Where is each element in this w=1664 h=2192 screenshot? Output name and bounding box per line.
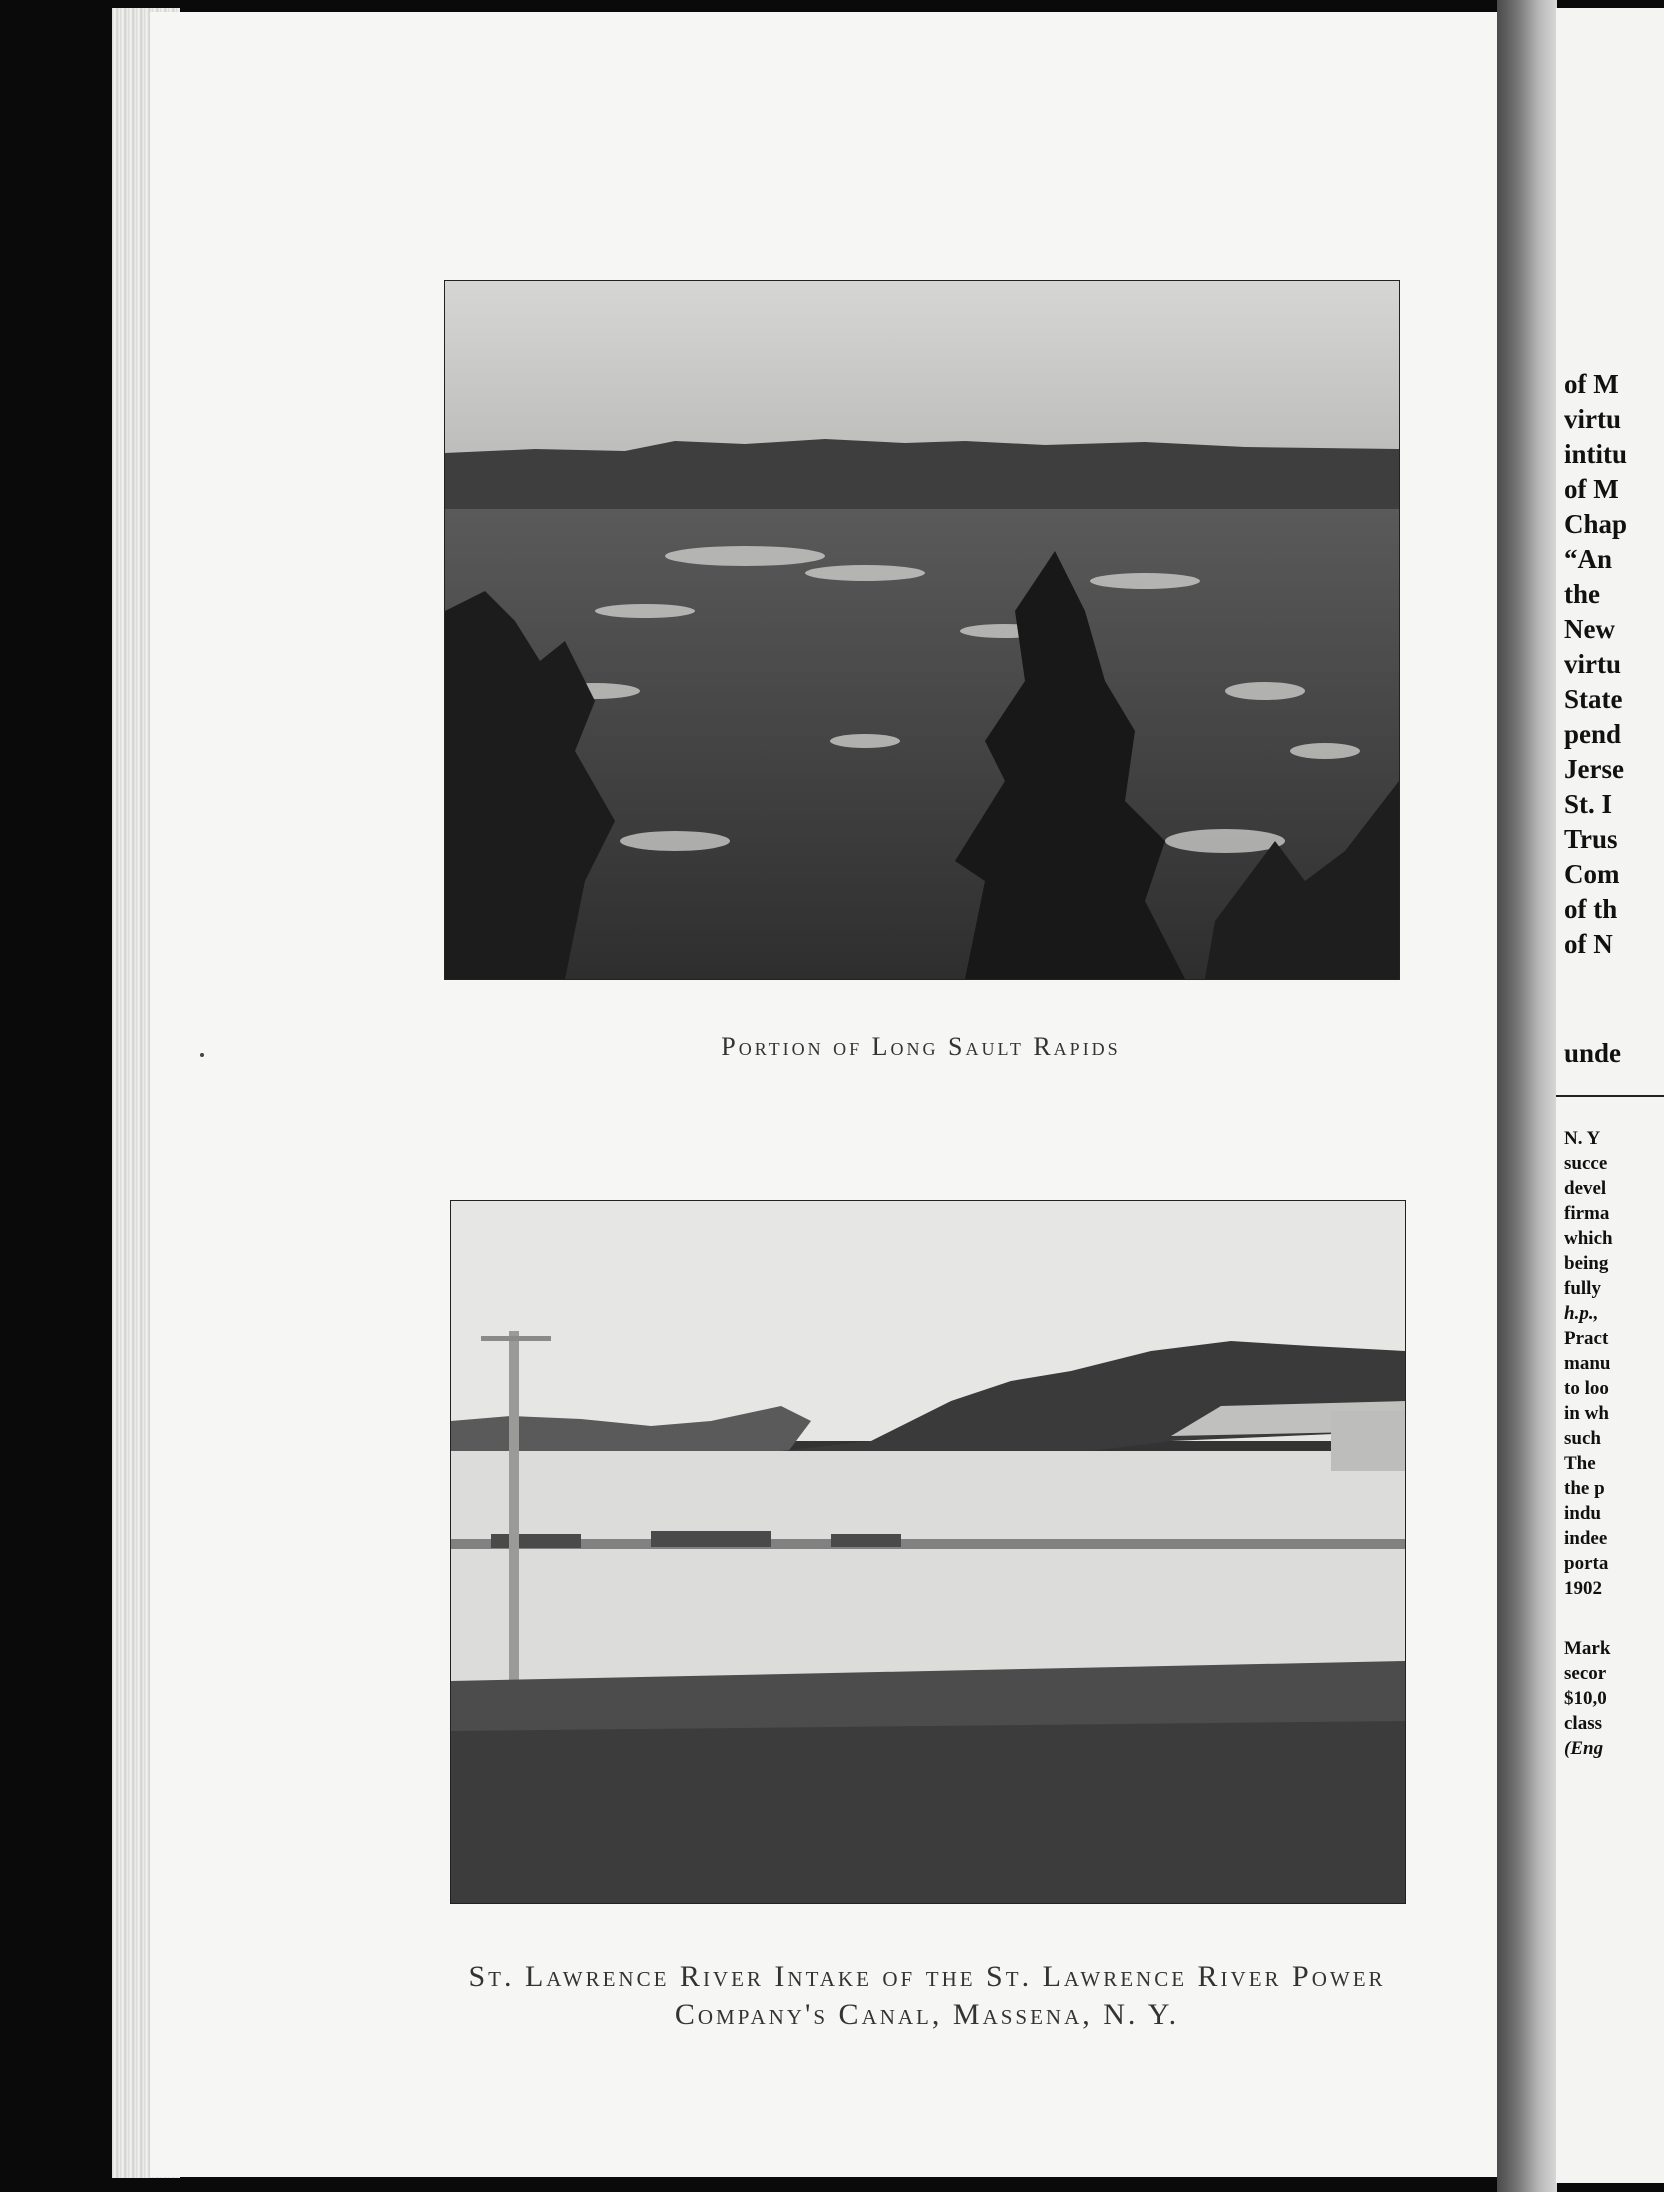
footnote-fragment: fully xyxy=(1564,1278,1601,1299)
footnote-fragment: class xyxy=(1564,1713,1602,1734)
right-page xyxy=(1556,8,1664,2183)
footnote-fragment: manu xyxy=(1564,1353,1611,1374)
footnote-fragment: N. Y xyxy=(1564,1128,1601,1149)
long-sault-rapids-photo xyxy=(444,280,1400,980)
text-fragment: the xyxy=(1564,579,1600,609)
text-fragment: State xyxy=(1564,684,1623,714)
caption-line-2: Company's Canal, Massena, N. Y. xyxy=(674,1998,1180,2031)
page-speck xyxy=(200,1053,204,1057)
footnote-rule xyxy=(1556,1095,1664,1097)
footnote-fragment: Pract xyxy=(1564,1328,1609,1349)
footnote-fragment: in wh xyxy=(1564,1403,1609,1424)
footnote-fragment: h.p., xyxy=(1564,1303,1599,1324)
text-fragment: Com xyxy=(1564,859,1620,889)
text-fragment: pend xyxy=(1564,719,1622,749)
text-fragment: St. I xyxy=(1564,789,1613,819)
book-gutter xyxy=(1497,0,1557,2192)
text-fragment: Chap xyxy=(1564,509,1628,539)
text-fragment: Jerse xyxy=(1564,754,1624,784)
footnote-fragment: The xyxy=(1564,1453,1596,1474)
footnote-fragment: firma xyxy=(1564,1203,1610,1224)
text-fragment: intitu xyxy=(1564,439,1628,469)
text-fragment: Trus xyxy=(1564,824,1618,854)
footnote-fragment: which xyxy=(1564,1228,1613,1249)
footnote-fragment: succe xyxy=(1564,1153,1608,1174)
footnote-fragment: porta xyxy=(1564,1553,1609,1574)
st-lawrence-intake-photo xyxy=(450,1200,1406,1904)
caption-line-1: St. Lawrence River Intake of the St. Lawrence River Power xyxy=(468,1960,1386,1993)
footnote-fragment: indu xyxy=(1564,1503,1601,1524)
text-fragment: unde xyxy=(1564,1038,1622,1068)
footnote-fragment: $10,0 xyxy=(1564,1688,1607,1709)
footnote-fragment: being xyxy=(1564,1253,1609,1274)
photo-caption-st-lawrence-intake xyxy=(450,1958,1404,2034)
footnote-fragment: devel xyxy=(1564,1178,1607,1199)
text-fragment: of M xyxy=(1564,369,1619,399)
footnote-fragment: such xyxy=(1564,1428,1601,1449)
footnote-fragment: secor xyxy=(1564,1663,1607,1684)
footnote-fragment: indee xyxy=(1564,1528,1608,1549)
footnote-fragment: to loo xyxy=(1564,1378,1609,1399)
footnote-fragment: the p xyxy=(1564,1478,1605,1499)
footnote-fragment: 1902 xyxy=(1564,1578,1602,1599)
footnote-fragment: Mark xyxy=(1564,1638,1611,1659)
text-fragment: of th xyxy=(1564,894,1618,924)
photo-caption-long-sault: Portion of Long Sault Rapids xyxy=(721,1032,1121,1061)
text-fragment: virtu xyxy=(1564,404,1621,434)
text-fragment: of M xyxy=(1564,474,1619,504)
footnote-fragment: (Eng xyxy=(1564,1738,1604,1759)
text-fragment: virtu xyxy=(1564,649,1621,679)
text-fragment: of N xyxy=(1564,929,1613,959)
text-fragment: New xyxy=(1564,614,1615,644)
text-fragment: “An xyxy=(1564,544,1613,574)
